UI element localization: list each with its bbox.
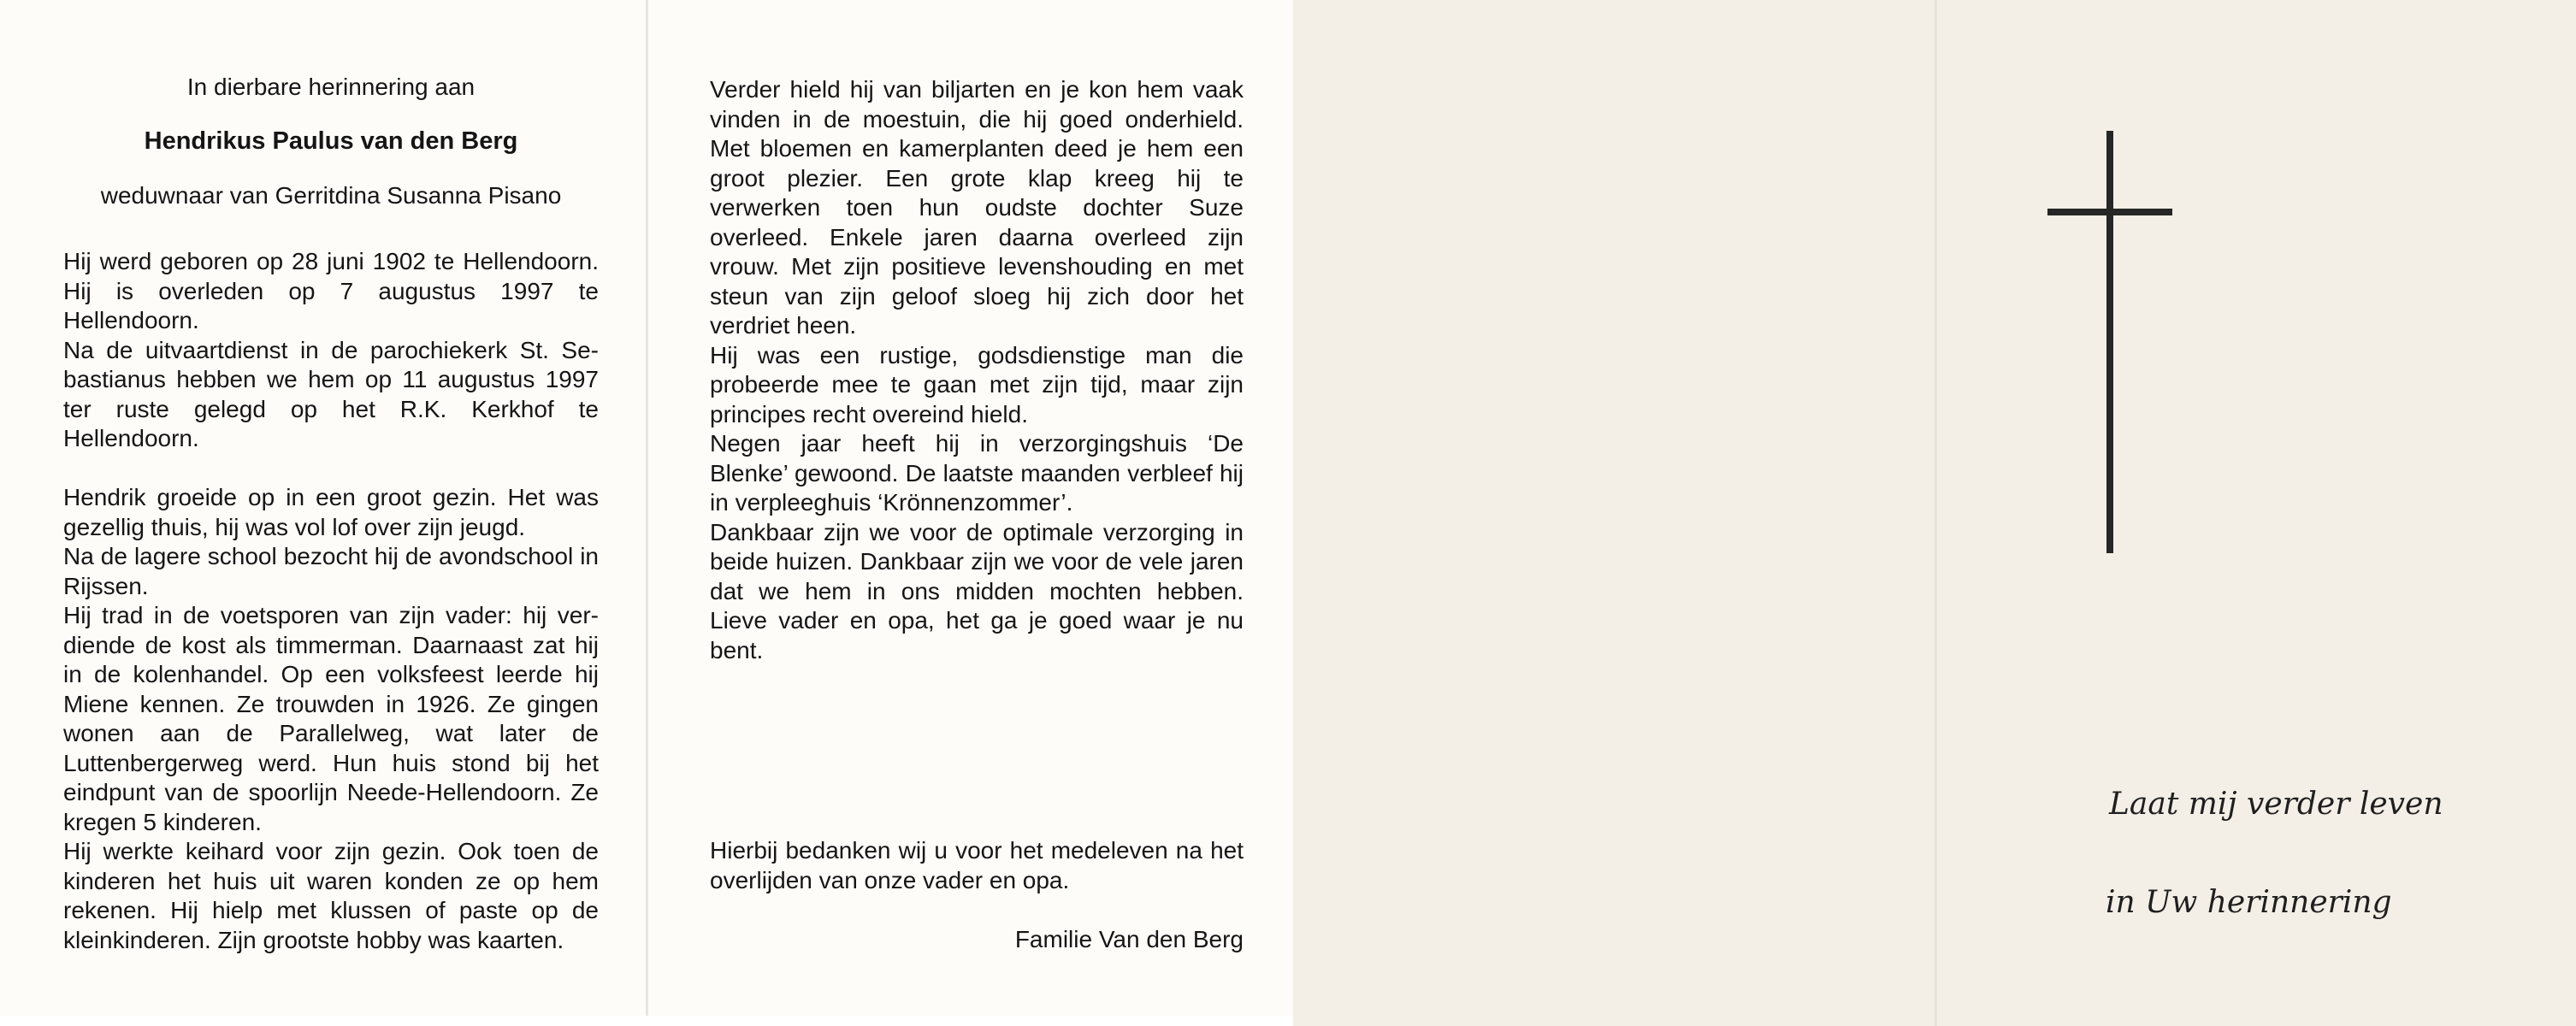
paragraph: Negen jaar heeft hij in verzorgingshuis ‘De Blenke’ gewoond. De laatste maanden verbleef hij in verpleeghuis ‘Krönnenzommer’. (710, 430, 1244, 516)
paragraph: Dankbaar zijn we voor de optimale verzorging in beide huizen. Dankbaar zijn we voor de vele jaren dat we hem in ons midden mochten hebben. Lieve vader en opa, het ga je goed waar je nu bent. (710, 518, 1244, 663)
family-signature: Familie Van den Berg (1014, 926, 1244, 952)
biography-left (63, 247, 599, 955)
widower-line: weduwnaar van Gerritdina Susanna Pisano (100, 182, 562, 209)
thanks-note: Hierbij bedanken wij u voor het medeleven na het overlijden van onze vader en opa. (710, 837, 1244, 893)
cross-horizontal-bar (2047, 209, 2172, 215)
paragraph: Hij trad in de voetsporen van zijn vader: hij verdiende de kost als timmerman. Daarnaast zat hij in de kolenhandel. Op een volksfeest leerde hij Miene kennen. Ze trouwden in 1926. Ze gingen wonen aan de Parallelweg, wat later de Luttenbergerweg werd. Hun huis stond bij het eindpunt van de spoorlijn Neede-Hellendoorn. Ze kregen 5 kinderen. (63, 602, 599, 835)
paragraph: Na de lagere school bezocht hij de avondschool in Rijssen. (63, 543, 599, 599)
paragraph-gap (63, 454, 599, 484)
fold-line-cover (1935, 0, 1937, 1026)
intro-line: In dierbare herinnering aan (186, 74, 476, 100)
motto-line-2: in Uw herinnering (2106, 885, 2392, 920)
paragraph: Verder hield hij van biljarten en je kon hem vaak vinden in de moestuin, die hij goed onderhield. Met bloemen en kamerplanten deed je hem een groot plezier. Een grote klap kreeg hij te verwerken toen hun oudste dochter Suze overleed. Enkele jaren daarna overleed zijn vrouw. Met zijn positieve levenshouding en met steun van zijn geloof sloeg hij zich door het verdriet heen. (710, 76, 1244, 339)
paragraph: Hij werd geboren op 28 juni 1902 te Hellendoorn. Hij is overleden op 7 augustus 1997 te Hellendoorn. (63, 248, 599, 333)
left-page (63, 0, 599, 1016)
motto-line-1: Laat mij verder leven (2109, 787, 2443, 822)
biography-right (710, 75, 1244, 665)
paragraph: Hij was een rustige, godsdienstige man die probeerde mee te gaan met zijn tijd, maar zijn principes recht overeind hield. (710, 341, 1244, 428)
paragraph: Hij werkte keihard voor zijn gezin. Ook toen de kinderen het huis uit waren konden ze op hem rekenen. Hij hielp met klussen of paste op de kleinkinderen. Zijn grootste hobby was kaarten. (63, 838, 599, 953)
cross-vertical-bar (2106, 131, 2113, 553)
paragraph: Na de uitvaartdienst in de parochiekerk St. Sebastianus hebben we hem op 11 augustus 1997 ter ruste gelegd op het R.K. Kerkhof te Hellendoorn. (63, 336, 599, 451)
fold-line-inside (646, 0, 648, 1016)
middle-page (710, 0, 1244, 1016)
paragraph: Hendrik groeide op in een groot gezin. Het was gezellig thuis, hij was vol lof over zijn jeugd. (63, 484, 599, 540)
deceased-name: Hendrikus Paulus van den Berg (144, 127, 518, 155)
